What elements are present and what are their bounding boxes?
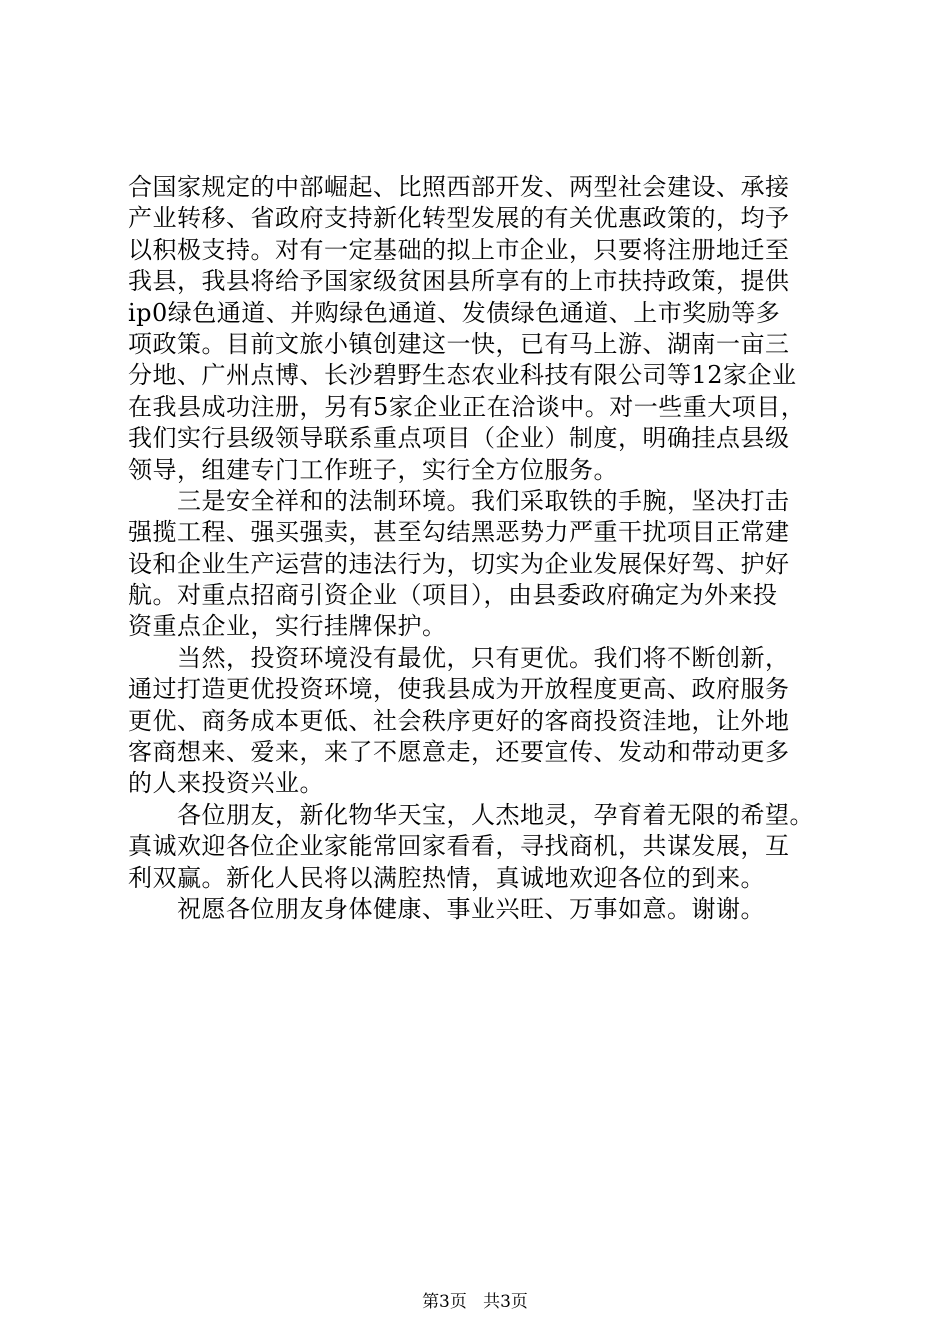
text-line: 通过打造更优投资环境，使我县成为开放程度更高、政府服务	[128, 675, 790, 704]
text-line: 航。对重点招商引资企业（项目），由县委政府确定为外来投	[128, 581, 778, 610]
text-line: 以积极支持。对有一定基础的拟上市企业，只要将注册地迁至	[128, 235, 790, 264]
page-footer	[0, 1292, 950, 1312]
text-line: 产业转移、省政府支持新化转型发展的有关优惠政策的，均予	[128, 204, 790, 233]
text-line: 在我县成功注册，另有5家企业正在洽谈中。对一些重大项目，	[128, 392, 806, 421]
text-line: ip0绿色通道、并购绿色通道、发债绿色通道、上市奖励等多	[128, 298, 781, 327]
text-line: 祝愿各位朋友身体健康、事业兴旺、万事如意。谢谢。	[128, 894, 765, 923]
page-number: 第3页	[422, 1292, 467, 1312]
text-line: 资重点企业，实行挂牌保护。	[128, 612, 447, 641]
text-line: 利双赢。新化人民将以满腔热情，真诚地欢迎各位的到来。	[128, 863, 765, 892]
text-line: 当然，投资环境没有最优，只有更优。我们将不断创新，	[128, 643, 790, 672]
text-line: 更优、商务成本更低、社会秩序更好的客商投资洼地，让外地	[128, 706, 790, 735]
text-line: 项政策。目前文旅小镇创建这一快，已有马上游、湖南一亩三	[128, 329, 790, 358]
text-line: 我县，我县将给予国家级贫困县所享有的上市扶持政策，提供	[128, 267, 790, 296]
text-line: 的人来投资兴业。	[128, 769, 324, 798]
text-line: 各位朋友，新化物华天宝，人杰地灵，孕育着无限的希望。	[128, 800, 814, 829]
text-line: 合国家规定的中部崛起、比照西部开发、两型社会建设、承接	[128, 173, 790, 201]
page-total: 共3页	[483, 1292, 528, 1312]
footer-separator	[472, 1292, 477, 1312]
text-line: 强揽工程、强买强卖，甚至勾结黑恶势力严重干扰项目正常建	[128, 518, 790, 547]
text-line: 三是安全祥和的法制环境。我们采取铁的手腕，坚决打击	[128, 486, 790, 515]
text-line: 分地、广州点博、长沙碧野生态农业科技有限公司等12家企业	[128, 361, 797, 390]
text-line: 领导，组建专门工作班子，实行全方位服务。	[128, 455, 618, 484]
text-line: 客商想来、爱来，来了不愿意走，还要宣传、发动和带动更多	[128, 738, 790, 767]
text-line: 设和企业生产运营的违法行为，切实为企业发展保好驾、护好	[128, 549, 790, 578]
text-line: 真诚欢迎各位企业家能常回家看看，寻找商机，共谋发展，互	[128, 832, 790, 861]
text-line: 我们实行县级领导联系重点项目（企业）制度，明确挂点县级	[128, 424, 790, 453]
body-text	[128, 172, 828, 925]
